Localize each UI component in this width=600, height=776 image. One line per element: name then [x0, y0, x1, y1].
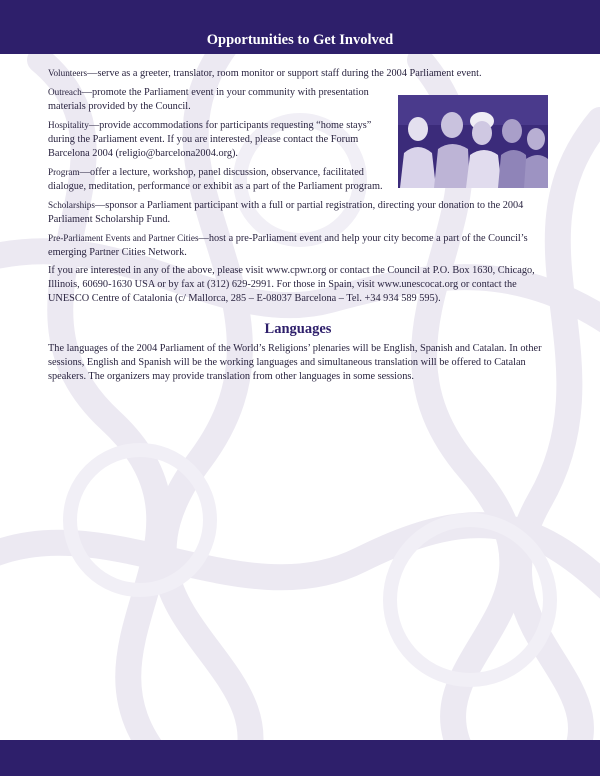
item-text: —serve as a greeter, translator, room monitor or support staff during the 2004 Parliament event.: [87, 68, 482, 79]
item-label: Pre-Parliament Events and Partner Cities: [48, 233, 199, 243]
item-label: Volunteers: [48, 68, 88, 78]
item-volunteers: [48, 66, 548, 81]
item-label: Outreach: [48, 87, 82, 97]
item-text: —offer a lecture, workshop, panel discussion, observance, facilitated dialogue, meditation, performance or exhibit as a part of the Parliament program.: [48, 167, 383, 192]
item-text: —provide accommodations for participants requesting “home stays” during the Parliament event. If you are interested, please contact the Forum Barcelona 2004 (religio@barcelona2004.org).: [48, 120, 372, 159]
item-label: Hospitality: [48, 120, 89, 130]
main-content: [48, 66, 548, 388]
item-text: —promote the Parliament event in your community with presentation materials provided by the Council.: [48, 87, 369, 112]
item-label: Program: [48, 167, 80, 177]
languages-heading: Languages: [264, 321, 332, 337]
participants-photo: [398, 95, 548, 188]
contact-paragraph: If you are interested in any of the above, please visit www.cpwr.org or contact the Council at P.O. Box 1630, Chicago, Illinois, 60690-1630 USA or by fax at (312) 629-2991. For those in Spain, visit www.unescocat.org or contact the UNESCO Centre of Catalonia (c/ Mallorca, 285 – E-08037 Barcelona – Tel. +34 934 589 595).: [48, 265, 535, 304]
item-text: —host a pre-Parliament event and help your city become a part of the Council’s emerging Partner Cities Network.: [48, 233, 528, 258]
footer-band: [0, 740, 600, 776]
languages-paragraph: The languages of the 2004 Parliament of the World’s Religions’ plenaries will be English, Spanish and Catalan. In other sessions, English and Spanish will be the working languages and simultaneous translation will be offered to Catalan speakers. The organizers may provide translation from other languages in some sessions.: [48, 343, 542, 382]
item-pre-parliament: [48, 231, 548, 260]
item-scholarships: [48, 198, 548, 227]
item-text: —sponsor a Parliament participant with a full or partial registration, directing your donation to the 2004 Parliament Scholarship Fund.: [48, 200, 524, 225]
item-label: Scholarships: [48, 200, 95, 210]
page-title: Opportunities to Get Involved: [206, 32, 394, 48]
